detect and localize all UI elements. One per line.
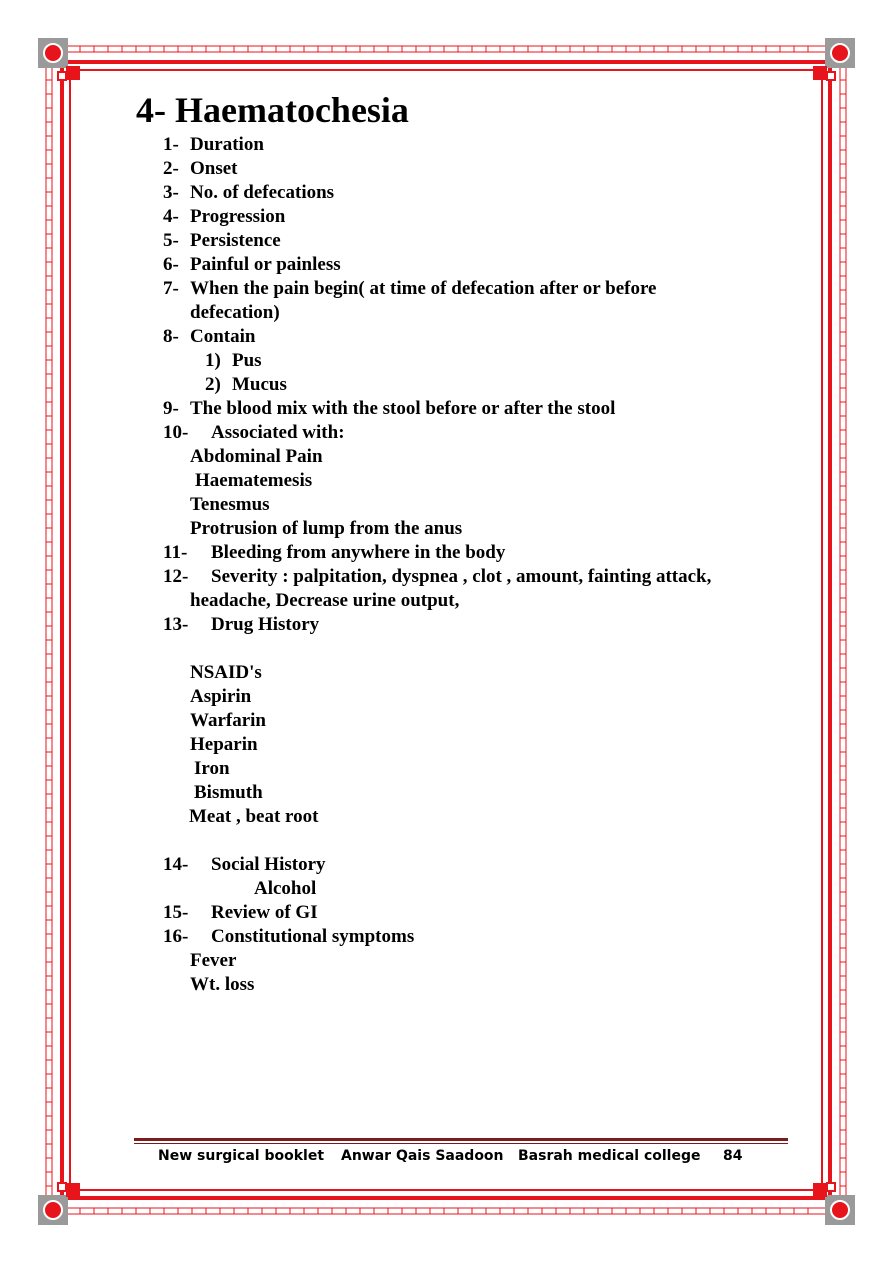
page-number: 84 xyxy=(723,1148,743,1164)
drug-item: Heparin xyxy=(190,734,258,755)
page-title: 4- Haematochesia xyxy=(136,90,409,130)
drug-item: NSAID's xyxy=(190,662,262,683)
footer-author: Anwar Qais Saadoon xyxy=(341,1148,504,1164)
associated-item: Abdominal Pain xyxy=(190,446,323,467)
list-item: 12- Severity : palpitation, dyspnea , clot , amount, fainting attack, xyxy=(163,566,712,587)
footer-college: Basrah medical college xyxy=(518,1148,701,1164)
constitutional-item: Wt. loss xyxy=(190,974,255,995)
list-item: 5- Persistence xyxy=(163,230,281,251)
list-item: 6- Painful or painless xyxy=(163,254,341,275)
list-item-continuation: headache, Decrease urine output, xyxy=(190,590,460,611)
list-item: 7- When the pain begin( at time of defecation after or before xyxy=(163,278,657,299)
list-item: 13- Drug History xyxy=(163,614,320,635)
drug-item: Bismuth xyxy=(194,782,263,803)
list-item: 8- Contain xyxy=(163,326,256,347)
list-item: 4- Progression xyxy=(163,206,286,227)
list-item: 2- Onset xyxy=(163,158,238,179)
list-item: 1- Duration xyxy=(163,134,264,155)
associated-item: Tenesmus xyxy=(190,494,270,515)
list-item-continuation: defecation) xyxy=(190,302,280,323)
footer-rule xyxy=(134,1143,788,1144)
footer-booklet: New surgical booklet xyxy=(158,1148,325,1164)
social-item: Alcohol xyxy=(254,878,317,899)
footer-rule xyxy=(134,1138,788,1141)
corner-ornament xyxy=(38,38,855,1225)
sub-list-item: 2) Mucus xyxy=(205,374,287,395)
drug-item: Aspirin xyxy=(190,686,252,707)
list-item: 11- Bleeding from anywhere in the body xyxy=(163,542,506,563)
list-item: 14- Social History xyxy=(163,854,326,875)
list-item: 9- The blood mix with the stool before or after the stool xyxy=(163,398,616,419)
list-item: 10- Associated with: xyxy=(163,422,345,443)
list-item: 16- Constitutional symptoms xyxy=(163,926,415,947)
drug-item: Iron xyxy=(194,758,230,779)
drug-item: Warfarin xyxy=(190,710,266,731)
constitutional-item: Fever xyxy=(190,950,237,971)
associated-item: Protrusion of lump from the anus xyxy=(190,518,463,539)
drug-item: Meat , beat root xyxy=(189,806,319,827)
list-item: 3- No. of defecations xyxy=(163,182,335,203)
list-item: 15- Review of GI xyxy=(163,902,318,923)
associated-item: Haematemesis xyxy=(195,470,313,491)
sub-list-item: 1) Pus xyxy=(205,350,262,371)
